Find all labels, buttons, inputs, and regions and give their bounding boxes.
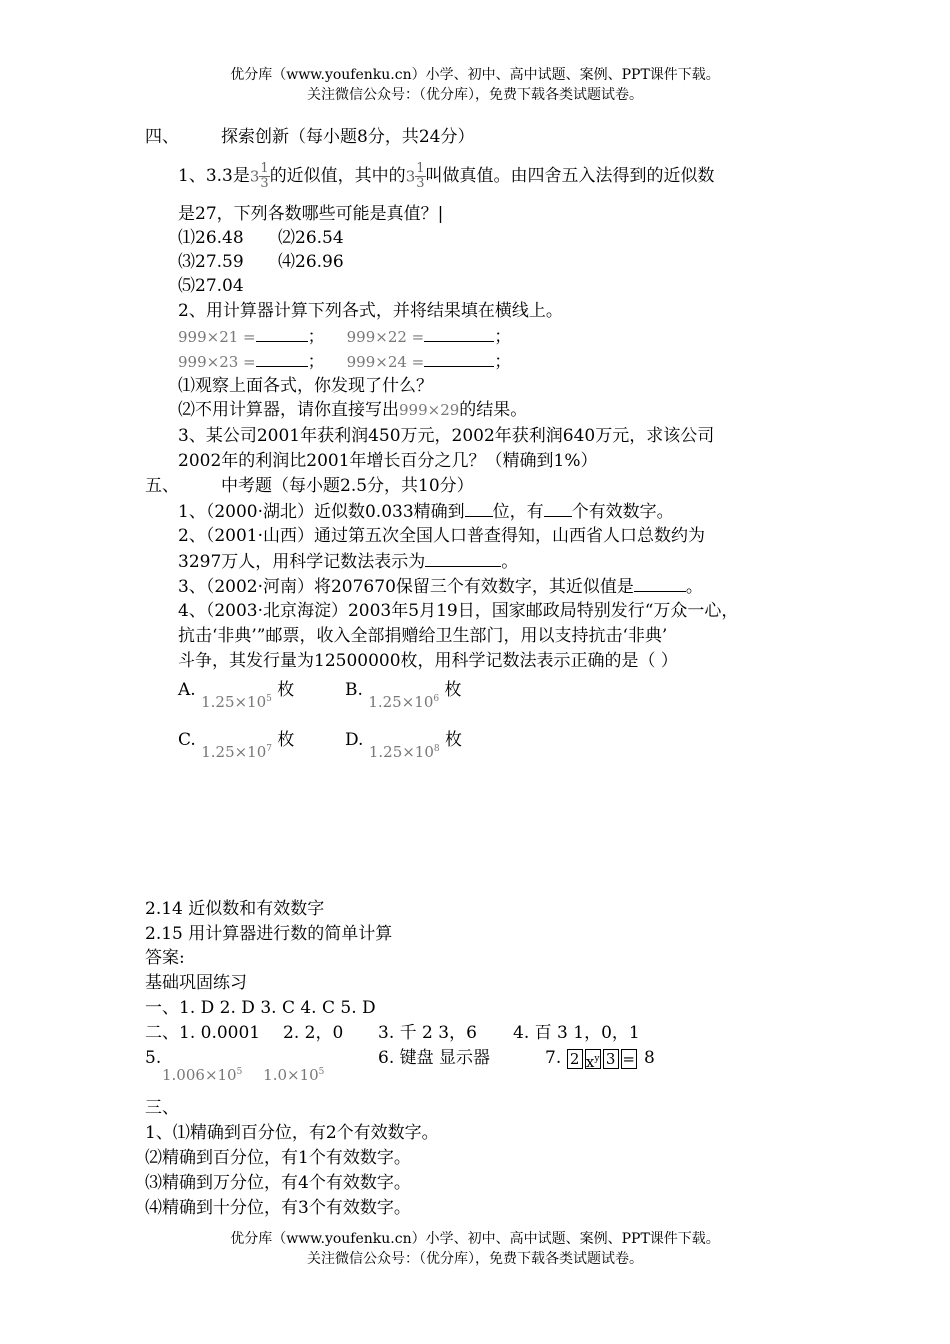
answer-blank[interactable] bbox=[256, 325, 308, 342]
s5-q4-option-a bbox=[178, 676, 295, 711]
fraction bbox=[259, 162, 269, 191]
s5-q1 bbox=[178, 500, 674, 523]
s4-q2-sub2 bbox=[178, 399, 527, 421]
answers-3-4: ⑷精确到十分位，有3个有效数字。 bbox=[145, 1198, 411, 1218]
s4-q3-line2: 2002年的利润比2001年增长百分之几？（精确到1%） bbox=[178, 451, 598, 471]
fraction-whole-2: 3 bbox=[405, 167, 416, 186]
option-label: A. bbox=[178, 680, 196, 700]
s4-q1-text-c: 叫做真值。由四舍五入法得到的近似数 bbox=[425, 166, 715, 186]
s4-q2-expr-row-1 bbox=[178, 325, 511, 348]
period: 。 bbox=[685, 577, 703, 597]
s5-q1-text-a: 1、（2000·湖北）近似数0.033精确到 bbox=[178, 502, 465, 522]
s5-q2-text: 3297万人，用科学记数法表示为 bbox=[178, 552, 426, 572]
semicolon: ； bbox=[307, 352, 325, 372]
answers-basic-heading: 基础巩固练习 bbox=[145, 973, 247, 993]
unit-mei: 枚 bbox=[277, 680, 295, 700]
semicolon: ； bbox=[494, 352, 512, 372]
section-4-number: 四、 bbox=[145, 127, 179, 147]
answer-blank[interactable] bbox=[634, 575, 686, 592]
calculator-key-3: 3 bbox=[603, 1049, 619, 1069]
calculator-key-equals: = bbox=[622, 1049, 635, 1068]
unit-mei: 枚 bbox=[277, 730, 295, 750]
s5-q3 bbox=[178, 575, 703, 598]
s5-q4-option-b bbox=[345, 676, 462, 711]
s4-q2-sub1: ⑴观察上面各式，你发现了什么？ bbox=[178, 376, 433, 396]
s5-q1-text-b: 位，有 bbox=[492, 502, 544, 522]
answer-7-result: 8 bbox=[644, 1048, 655, 1068]
answers-3-2: ⑵精确到百分位，有1个有效数字。 bbox=[145, 1148, 411, 1168]
s4-q1-option-1: ⑴26.48 bbox=[178, 228, 244, 248]
answers-row-3-6: 6. 键盘 显示器 bbox=[378, 1048, 491, 1068]
answer-blank[interactable] bbox=[256, 350, 308, 367]
fraction-numerator-2: 1 bbox=[416, 161, 425, 176]
answer-7-label: 7. bbox=[545, 1048, 562, 1068]
header-line-2: 关注微信公众号：（优分库），免费下载各类试题试卷。 bbox=[307, 87, 643, 103]
answers-row-2c: 3. 千 2 3，6 bbox=[378, 1023, 477, 1043]
unit-mei: 枚 bbox=[445, 730, 463, 750]
option-label: C. bbox=[178, 730, 196, 750]
s4-q1-text-a: 1、3.3是 bbox=[178, 166, 250, 186]
answers-3-1: 1、⑴精确到百分位，有2个有效数字。 bbox=[145, 1123, 439, 1143]
expr-999x22: 999×22 = bbox=[346, 328, 425, 346]
answers-title-1: 2.14 近似数和有效数字 bbox=[145, 899, 325, 919]
sci-notation: $1.25\times 10^5$ bbox=[201, 693, 272, 711]
option-label: B. bbox=[345, 680, 363, 700]
s4-q1-line1 bbox=[178, 162, 715, 191]
fraction-2 bbox=[415, 162, 425, 191]
calculator-key-power: $x^y$ bbox=[585, 1049, 601, 1069]
answers-row-3-7 bbox=[545, 1047, 655, 1069]
answer-blank[interactable] bbox=[424, 325, 494, 342]
section-5-number: 五、 bbox=[145, 476, 179, 496]
s4-q1-option-4: ⑷26.96 bbox=[278, 252, 344, 272]
s4-q1-line2: 是27，下列各数哪些可能是真值？| bbox=[178, 204, 444, 224]
section-5-title: 中考题（每小题2.5分，共10分） bbox=[221, 476, 474, 496]
fraction-denominator-2: 3 bbox=[416, 176, 425, 191]
fraction-numerator: 1 bbox=[260, 161, 269, 176]
s5-q4-line1: 4、（2003·北京海淀）2003年5月19日，国家邮政局特别发行“万众一心， bbox=[178, 601, 739, 621]
answers-row-1: 一、1. D 2. D 3. C 4. C 5. D bbox=[145, 998, 376, 1018]
semicolon: ； bbox=[494, 327, 512, 347]
sci-notation: $1.25\times 10^6$ bbox=[368, 693, 440, 711]
s4-q2-expr-row-2 bbox=[178, 350, 511, 373]
answers-row-2b: 2. 2，0 bbox=[283, 1023, 344, 1043]
s4-q1-option-3: ⑶27.59 bbox=[178, 252, 244, 272]
s5-q4-option-d bbox=[345, 726, 463, 761]
expr-999x29: 999×29 bbox=[399, 401, 460, 419]
footer-line-2: 关注微信公众号：（优分库），免费下载各类试题试卷。 bbox=[307, 1251, 643, 1267]
answers-title-2: 2.15 用计算器进行数的简单计算 bbox=[145, 924, 393, 944]
sci-notation: $1.25\times 10^8$ bbox=[368, 743, 440, 761]
s5-q2-line1: 2、（2001·山西）通过第五次全国人口普查得知，山西省人口总数约为 bbox=[178, 526, 705, 546]
s5-q4-option-c bbox=[178, 726, 295, 761]
option-label: D. bbox=[345, 730, 364, 750]
header-line-1: 优分库（www.youfenku.cn）小学、初中、高中试题、案例、PPT课件下载。 bbox=[230, 67, 720, 83]
s5-q2-line2 bbox=[178, 550, 518, 573]
answers-row-3-label: 5. bbox=[145, 1048, 162, 1068]
s4-q1-option-2: ⑵26.54 bbox=[278, 228, 344, 248]
answers-sci-2: $1.0\times 10^5$ bbox=[263, 1066, 325, 1084]
expr-999x23: 999×23 = bbox=[178, 353, 256, 371]
s4-q2: 2、用计算器计算下列各式，并将结果填在横线上。 bbox=[178, 301, 563, 321]
answer-blank[interactable] bbox=[465, 500, 493, 517]
fraction-whole: 3 bbox=[249, 167, 260, 186]
fraction-denominator: 3 bbox=[260, 176, 269, 191]
answers-label: 答案: bbox=[145, 948, 185, 968]
section-4-title: 探索创新（每小题8分，共24分） bbox=[221, 127, 475, 147]
answer-blank[interactable] bbox=[424, 350, 494, 367]
expr-999x21: 999×21 = bbox=[178, 328, 256, 346]
semicolon: ； bbox=[307, 327, 325, 347]
s5-q4-line2: 抗击‘非典’”邮票，收入全部捐赠给卫生部门，用以支持抗击‘非典’ bbox=[178, 626, 668, 646]
section-5-heading bbox=[145, 475, 474, 497]
answers-row-2d: 4. 百 3 1，0，1 bbox=[513, 1023, 640, 1043]
sci-notation: $1.25\times 10^7$ bbox=[201, 743, 273, 761]
s5-q4-line3: 斗争，其发行量为12500000枚，用科学记数法表示正确的是（ ） bbox=[178, 651, 678, 671]
s5-q3-text: 3、（2002·河南）将207670保留三个有效数字，其近似值是 bbox=[178, 577, 634, 597]
answers-sci-1: $1.006\times 10^5$ $1.0\times 10^5$ bbox=[162, 1066, 325, 1084]
s5-q1-text-c: 个有效数字。 bbox=[571, 502, 674, 522]
answer-blank[interactable] bbox=[544, 500, 572, 517]
answer-blank[interactable] bbox=[425, 550, 501, 567]
answers-3-3: ⑶精确到万分位，有4个有效数字。 bbox=[145, 1173, 411, 1193]
unit-mei: 枚 bbox=[444, 680, 462, 700]
expr-999x24: 999×24 = bbox=[346, 353, 425, 371]
answers-section-3: 三、 bbox=[145, 1098, 179, 1118]
answers-row-2a: 二、1. 0.0001 bbox=[145, 1023, 261, 1043]
period: 。 bbox=[501, 552, 519, 572]
section-4-heading bbox=[145, 126, 474, 148]
footer-line-1: 优分库（www.youfenku.cn）小学、初中、高中试题、案例、PPT课件下载。 bbox=[230, 1231, 720, 1247]
calculator-key-2: 2 bbox=[567, 1049, 583, 1069]
s4-q1-option-5: ⑸27.04 bbox=[178, 276, 244, 296]
s4-q1-text-b: 的近似值，其中的 bbox=[269, 166, 406, 186]
s4-q2-sub2-text-b: 的结果。 bbox=[459, 400, 528, 420]
s4-q2-sub2-text-a: ⑵不用计算器，请你直接写出 bbox=[178, 400, 399, 420]
s4-q3-line1: 3、某公司2001年获利润450万元，2002年获利润640万元，求该公司 bbox=[178, 426, 715, 446]
